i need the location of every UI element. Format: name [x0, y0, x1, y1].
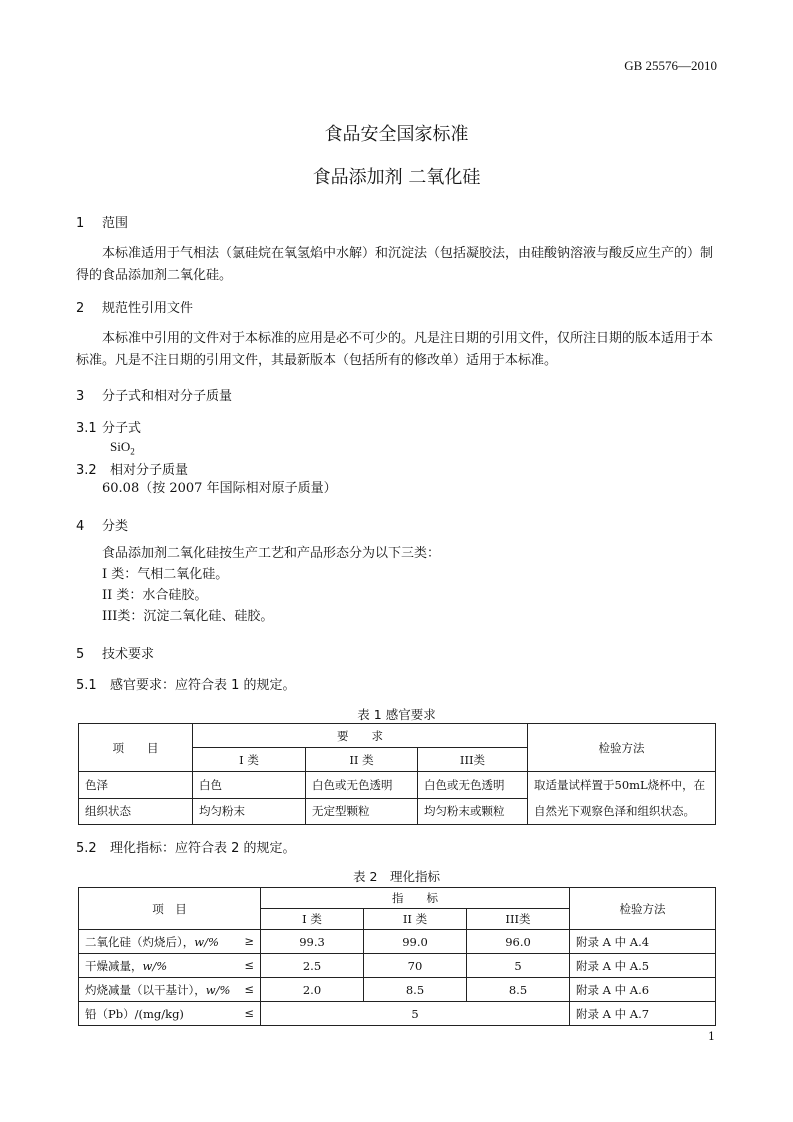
section-title: 技术要求 [102, 647, 155, 662]
row-class-2: 99.0 [364, 930, 467, 954]
section-number: 4 [76, 519, 85, 534]
method-line-1: 取适量试样置于50mL烧杯中，在 [534, 778, 706, 792]
row-method: 附录 A 中 A.4 [570, 930, 716, 954]
table-header-row [79, 724, 716, 748]
comparison-symbol: ≤ [244, 957, 254, 972]
table-2 [78, 887, 716, 1026]
row-method: 附录 A 中 A.5 [570, 954, 716, 978]
formula-main: SiO [110, 439, 131, 454]
row-class-1: 均匀粉末 [193, 798, 306, 825]
row-value: 5 [261, 1002, 570, 1026]
table-row [79, 954, 716, 978]
section-number: 1 [76, 216, 85, 231]
section-text: 理化指标：应符合表 2 的规定。 [110, 841, 296, 856]
item-name: 铅（Pb）/(mg/kg) [85, 1006, 184, 1021]
header-class-2: II 类 [306, 748, 418, 772]
section-title: 相对分子质量 [110, 463, 189, 478]
section-number: 5 [76, 647, 85, 662]
classification-intro: 食品添加剂二氧化硅按生产工艺和产品形态分为以下三类： [102, 546, 441, 561]
row-item [79, 1002, 261, 1026]
section-2-heading [76, 297, 193, 316]
row-method: 附录 A 中 A.6 [570, 978, 716, 1002]
section-4-heading [76, 515, 128, 534]
section-3-2-heading [76, 459, 188, 478]
comparison-symbol: ≥ [244, 933, 254, 948]
row-item [79, 978, 261, 1002]
row-class-1: 99.3 [261, 930, 364, 954]
section-5-1 [76, 674, 296, 693]
document-subtitle: 食品添加剂 二氧化硅 [312, 167, 481, 188]
section-number: 5.1 [76, 678, 97, 693]
item-unit: w/% [205, 982, 231, 997]
section-number: 3.1 [76, 421, 97, 436]
item-name: 干燥减量， [85, 958, 143, 973]
class-2: II 类：水合硅胶。 [102, 588, 208, 603]
table-row [79, 930, 716, 954]
row-class-1: 2.5 [261, 954, 364, 978]
section-3-1-heading [76, 417, 141, 436]
header-item: 项 目 [79, 888, 261, 930]
row-class-2: 白色或无色透明 [306, 772, 418, 799]
row-class-3: 均匀粉末或颗粒 [418, 798, 528, 825]
item-name: 二氧化硅（灼烧后）， [85, 934, 195, 949]
section-title: 范围 [102, 216, 129, 231]
comparison-symbol: ≤ [244, 1005, 254, 1020]
row-method [528, 772, 716, 825]
table-header-row [79, 888, 716, 909]
row-item: 组织状态 [79, 798, 193, 825]
section-title: 规范性引用文件 [102, 301, 194, 316]
header-class-3: III类 [467, 909, 570, 930]
formula-subscript: 2 [130, 446, 135, 457]
row-class-2: 8.5 [364, 978, 467, 1002]
row-class-1: 2.0 [261, 978, 364, 1002]
header-method: 检验方法 [570, 888, 716, 930]
section-number: 3 [76, 389, 85, 404]
header-class-2: II 类 [364, 909, 467, 930]
table-2-caption: 表 2 理化指标 [353, 869, 440, 884]
table-1 [78, 723, 716, 825]
row-item [79, 954, 261, 978]
class-1: I 类：气相二氧化硅。 [102, 567, 229, 582]
document-title: 食品安全国家标准 [324, 124, 469, 145]
class-3: III类：沉淀二氧化硅、硅胶。 [102, 609, 274, 624]
section-2-text: 本标准中引用的文件对于本标准的应用是必不可少的。凡是注日期的引用文件，仅所注日期的版本适用于本标准。凡是不注日期的引用文件，其最新版本（包括所有的修改单）适用于本标准。 [76, 331, 714, 368]
header-requirements: 要 求 [193, 724, 528, 748]
header-class-1: I 类 [261, 909, 364, 930]
section-number: 3.2 [76, 463, 97, 478]
header-indicators: 指 标 [261, 888, 570, 909]
row-class-2: 70 [364, 954, 467, 978]
comparison-symbol: ≤ [244, 981, 254, 996]
row-class-3: 96.0 [467, 930, 570, 954]
table-1-caption: 表 1 感官要求 [357, 707, 436, 722]
row-item [79, 930, 261, 954]
row-class-3: 5 [467, 954, 570, 978]
standard-number: GB 25576—2010 [624, 58, 717, 73]
header-class-3: III类 [418, 748, 528, 772]
row-class-1: 白色 [193, 772, 306, 799]
section-title: 分类 [102, 519, 129, 534]
item-unit: w/% [194, 934, 219, 949]
table-row [79, 1002, 716, 1026]
section-title: 分子式 [102, 421, 142, 436]
header-method: 检验方法 [528, 724, 716, 772]
header-class-1: I 类 [193, 748, 306, 772]
row-class-3: 8.5 [467, 978, 570, 1002]
row-class-2: 无定型颗粒 [306, 798, 418, 825]
section-title: 分子式和相对分子质量 [102, 389, 233, 404]
molecular-mass: 60.08（按 2007 年国际相对原子质量） [102, 481, 337, 496]
section-1-text: 本标准适用于气相法（氯硅烷在氧氢焰中水解）和沉淀法（包括凝胶法，由硅酸钠溶液与酸反应生产的）制得的食品添加剂二氧化硅。 [76, 246, 714, 283]
section-5-2 [76, 837, 296, 856]
section-1-heading [76, 212, 128, 231]
section-3-heading [76, 385, 232, 404]
table-row [79, 772, 716, 799]
item-unit: w/% [142, 958, 168, 973]
row-class-3: 白色或无色透明 [418, 772, 528, 799]
page-number: 1 [708, 1030, 715, 1043]
section-text: 感官要求：应符合表 1 的规定。 [110, 678, 296, 693]
row-item: 色泽 [79, 772, 193, 799]
section-number: 5.2 [76, 841, 97, 856]
table-row [79, 978, 716, 1002]
header-item: 项 目 [79, 724, 193, 772]
section-number: 2 [76, 301, 85, 316]
section-5-heading [76, 643, 154, 662]
row-method: 附录 A 中 A.7 [570, 1002, 716, 1026]
item-name: 灼烧减量（以干基计）， [85, 982, 206, 997]
method-line-2: 自然光下观察色泽和组织状态。 [534, 804, 695, 818]
